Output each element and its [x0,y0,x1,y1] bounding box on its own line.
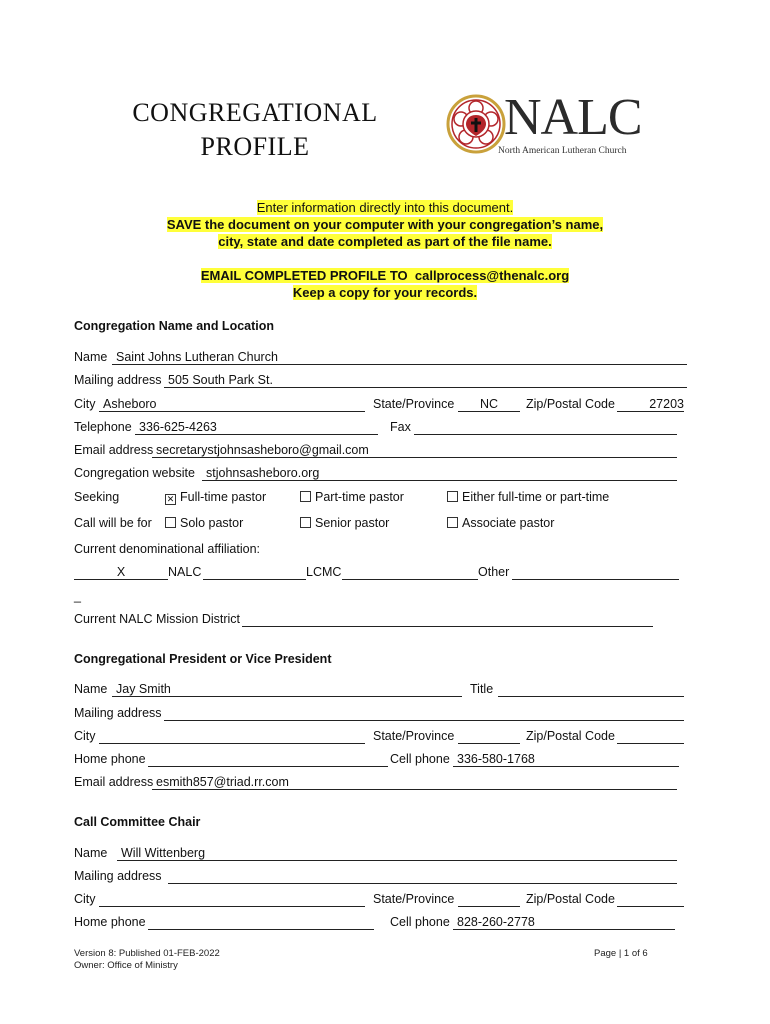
president-cell-phone-field[interactable]: 336-580-1768 [453,752,679,767]
mission-district-field[interactable] [242,612,653,627]
email-instruction [0,267,770,284]
president-cell-phone-label: Cell phone [390,752,450,766]
mission-district-label: Current NALC Mission District [74,612,241,626]
committee-cell-phone-label: Cell phone [390,915,450,929]
call-option-senior[interactable]: Senior pastor [300,516,389,530]
affiliation-nalc-label: NALC [168,565,202,579]
fax-field[interactable] [414,420,677,435]
mailing-address-label: Mailing address [74,373,162,387]
committee-heading: Call Committee Chair [74,815,201,829]
committee-name-label: Name [74,846,108,860]
president-city-field[interactable] [99,729,365,744]
committee-city-field[interactable] [99,892,365,907]
fax-label: Fax [390,420,411,434]
president-mailing-field[interactable] [164,706,684,721]
telephone-field[interactable]: 336-625-4263 [135,420,378,435]
state-field[interactable]: NC [458,397,520,412]
zip-field[interactable]: 27203 [617,397,684,412]
nalc-logo [446,89,646,158]
affiliation-lcmc-label: LCMC [306,565,342,579]
seeking-label: Seeking [74,490,120,504]
president-heading: Congregational President or Vice President [74,652,332,666]
congregation-name-field[interactable]: Saint Johns Lutheran Church [112,350,687,365]
call-label: Call will be for [74,516,152,530]
stray-underscore: _ [74,589,81,603]
footer-version: Version 8: Published 01-FEB-2022 [74,948,220,959]
call-option-associate[interactable]: Associate pastor [447,516,554,530]
checkbox-icon[interactable] [447,517,458,528]
title-line-2: PROFILE [200,132,310,161]
seeking-option-full-time[interactable]: ✕ Full-time pastor [166,490,267,504]
president-city-label: City [74,729,96,743]
committee-mailing-label: Mailing address [74,869,162,883]
president-home-phone-field[interactable] [148,752,388,767]
seeking-option-either[interactable]: Either full-time or part-time [447,490,609,504]
president-home-phone-label: Home phone [74,752,146,766]
checkbox-icon[interactable] [300,491,311,502]
congregation-name-label: Name [74,350,108,364]
website-field[interactable]: stjohnsasheboro.org [202,466,677,481]
instruction-line-1: Enter information directly into this document. [256,200,514,215]
president-zip-field[interactable] [617,729,684,744]
president-email-label: Email address [74,775,154,789]
title-line-1: CONGREGATIONAL [132,98,378,127]
affiliation-other-field[interactable] [342,565,478,580]
president-mailing-label: Mailing address [74,706,162,720]
committee-zip-field[interactable] [617,892,684,907]
committee-state-label: State/Province [373,892,455,906]
footer-owner: Owner: Office of Ministry [74,960,178,971]
committee-state-field[interactable] [458,892,520,907]
email-instruction-address[interactable]: callprocess@thenalc.org [414,268,570,283]
checkbox-checked-icon[interactable]: ✕ [166,494,175,504]
president-state-field[interactable] [458,729,520,744]
affiliation-other-label: Other [478,565,510,579]
instruction-line-2: SAVE the document on your computer with your congregation’s name, [166,217,604,232]
website-label: Congregation website [74,466,195,480]
instruction-line-3: city, state and date completed as part of the file name. [218,234,552,249]
seeking-option-part-time[interactable]: Part-time pastor [300,490,404,504]
zip-label: Zip/Postal Code [526,397,615,411]
president-title-field[interactable] [498,682,684,697]
committee-home-phone-field[interactable] [148,915,374,930]
document-title [120,96,390,164]
page-number: Page | 1 of 6 [594,948,648,959]
keep-copy-note: Keep a copy for your records. [292,285,478,300]
state-label: State/Province [373,397,455,411]
congregation-heading: Congregation Name and Location [74,319,275,333]
president-zip-label: Zip/Postal Code [526,729,615,743]
president-name-label: Name [74,682,108,696]
committee-mailing-field[interactable] [168,869,677,884]
committee-home-phone-label: Home phone [74,915,146,929]
footer-info [74,948,220,972]
checkbox-icon[interactable] [300,517,311,528]
committee-name-field[interactable]: Will Wittenberg [117,846,677,861]
email-field[interactable]: secretarystjohnsasheboro@gmail.com [152,443,677,458]
checkbox-icon[interactable] [165,517,176,528]
committee-city-label: City [74,892,96,906]
telephone-label: Telephone [74,420,132,434]
call-option-solo[interactable]: Solo pastor [165,516,243,530]
logo-wordmark: NALC [504,89,642,146]
committee-zip-label: Zip/Postal Code [526,892,615,906]
committee-cell-phone-field[interactable]: 828-260-2778 [453,915,675,930]
luther-rose-seal-icon [446,94,506,154]
email-label: Email address [74,443,154,457]
president-title-label: Title [470,682,494,696]
president-state-label: State/Province [373,729,455,743]
affiliation-other-text-field[interactable] [512,565,679,580]
affiliation-lcmc-field[interactable] [203,565,306,580]
affiliation-label: Current denominational affiliation: [74,542,260,556]
affiliation-nalc-field[interactable]: X [74,565,168,580]
mailing-address-field[interactable]: 505 South Park St. [164,373,687,388]
city-label: City [74,397,96,411]
logo-subtitle: North American Lutheran Church [498,146,627,156]
president-name-field[interactable]: Jay Smith [112,682,462,697]
president-email-field[interactable]: esmith857@triad.rr.com [152,775,677,790]
city-field[interactable]: Asheboro [99,397,365,412]
checkbox-icon[interactable] [447,491,458,502]
email-instruction-prefix: EMAIL COMPLETED PROFILE TO [200,268,408,283]
